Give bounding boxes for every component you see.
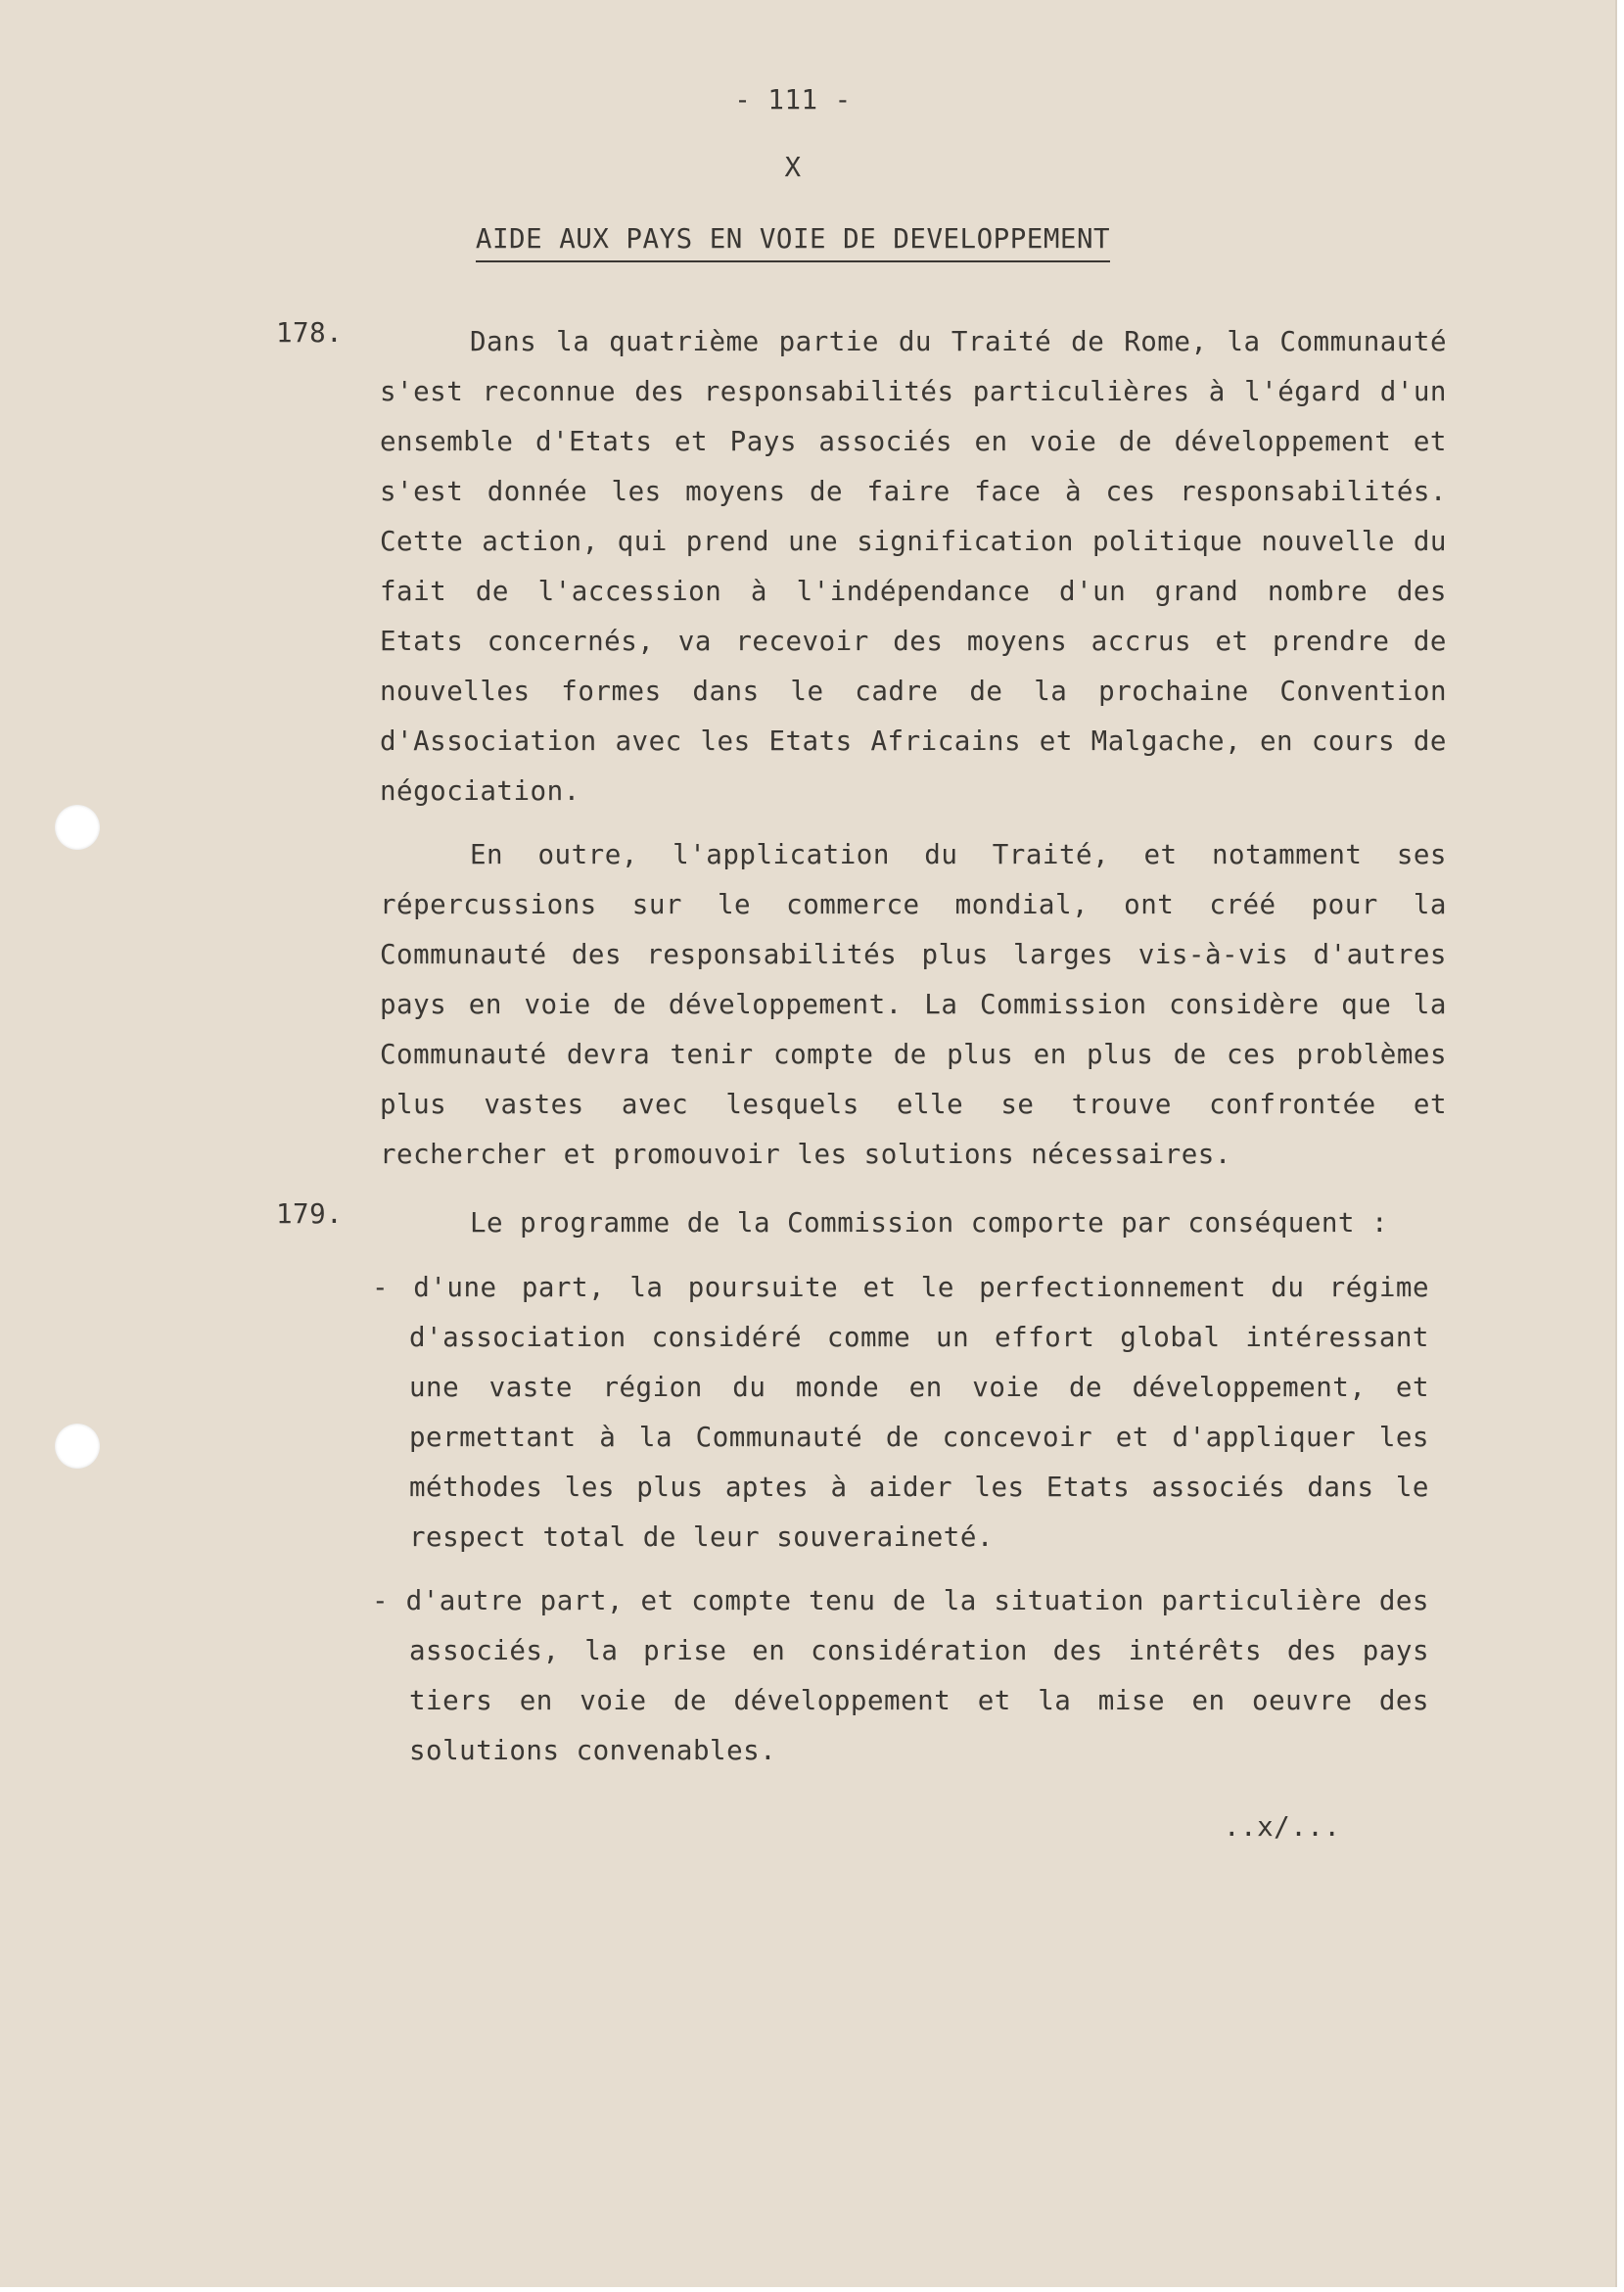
section-number-179: 179. [276, 1198, 344, 1230]
section-178-body [380, 317, 1447, 1180]
list-item: - d'autre part, et compte tenu de la situation particulière des associés, la prise en considération des intérêts des pays tiers en voie de développement et la mise en oeuvre des solutions convenables. [372, 1585, 1429, 1766]
punch-hole-top [55, 805, 100, 850]
section-number-178: 178. [276, 317, 344, 349]
list-item: - d'une part, la poursuite et le perfectionnement du régime d'association considéré comme un effort global intéressant une vaste région du monde en voie de développement, et permettant à la Communauté de concevoir et d'appliquer les méthodes les plus aptes à aider les Etats associés dans le respect total de leur souveraineté. [372, 1272, 1429, 1553]
section-179-intro [380, 1198, 1447, 1248]
chapter-title-text: AIDE AUX PAYS EN VOIE DE DEVELOPPEMENT [476, 223, 1110, 262]
punch-hole-bottom [55, 1424, 100, 1469]
paragraph: Le programme de la Commission comporte par conséquent : [470, 1207, 1389, 1239]
chapter-number: X [784, 152, 802, 183]
paragraph: Dans la quatrième partie du Traité de Rome, la Communauté s'est reconnue des responsabilités particulières à l'égard d'un ensemble d'Etats et Pays associés en voie de développement et s'est donnée les moyens de faire face à ces responsabilités. Cette action, qui prend une signification politique nouvelle du fait de l'accession à l'indépendance d'un grand nombre des Etats concernés, va recevoir des moyens accrus et prendre de nouvelles formes dans le cadre de la prochaine Convention d'Association avec les Etats Africains et Malgache, en cours de négociation. [380, 326, 1447, 807]
continuation-mark: ..x/... [1224, 1811, 1341, 1843]
paragraph: En outre, l'application du Traité, et notamment ses répercussions sur le commerce mondial, ont créé pour la Communauté des responsabilités plus larges vis-à-vis d'autres pays en voie de développement. La Commission considère que la Communauté devra tenir compte de plus en plus de ces problèmes plus vastes avec lesquels elle se trouve confrontée et rechercher et promouvoir les solutions nécessaires. [380, 839, 1447, 1170]
page-number: - 111 - [734, 84, 852, 116]
section-179-list [372, 1263, 1429, 1776]
chapter-title [0, 223, 1586, 255]
